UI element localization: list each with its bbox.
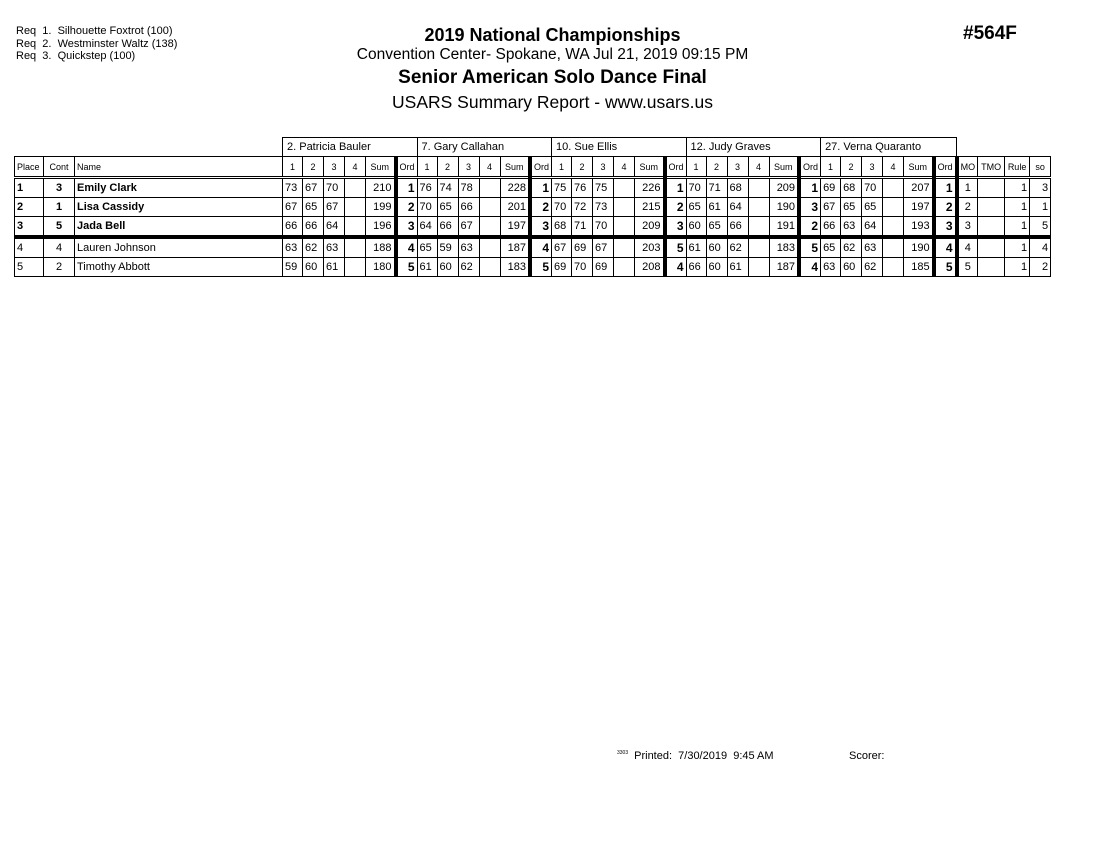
score-cell: 66: [437, 217, 458, 238]
score-cell: 66: [821, 217, 841, 238]
score-cell: 71: [706, 178, 727, 198]
score-cell: 69: [572, 237, 593, 258]
so-cell: 2: [1030, 258, 1051, 277]
score-cell: 69: [821, 178, 841, 198]
col-judge-ord: Ord: [530, 157, 552, 178]
col-judge-score: 2: [841, 157, 862, 178]
col-judge-ord: Ord: [934, 157, 957, 178]
table-row: [15, 198, 1051, 217]
sum-cell: 183: [500, 258, 530, 277]
requirements-list: [16, 25, 177, 63]
results-table: [14, 137, 1051, 277]
score-cell: 61: [706, 198, 727, 217]
col-judge-sum: Sum: [769, 157, 799, 178]
col-judge-score: 4: [345, 157, 366, 178]
score-cell: [479, 217, 500, 238]
rule-cell: 1: [1005, 237, 1030, 258]
ordinal-cell: 3: [665, 217, 687, 238]
col-judge-ord: Ord: [799, 157, 821, 178]
score-cell: 67: [283, 198, 303, 217]
col-judge-ord: Ord: [396, 157, 418, 178]
column-header-row: [15, 157, 1051, 178]
col-judge-score: 2: [303, 157, 324, 178]
score-cell: 70: [686, 178, 706, 198]
skater-name-cell: Lauren Johnson: [75, 237, 283, 258]
sum-cell: 203: [635, 237, 665, 258]
score-cell: 68: [841, 178, 862, 198]
so-cell: 4: [1030, 237, 1051, 258]
score-cell: 63: [862, 237, 883, 258]
so-cell: 3: [1030, 178, 1051, 198]
score-cell: 62: [862, 258, 883, 277]
score-cell: [345, 217, 366, 238]
score-cell: 67: [303, 178, 324, 198]
table-row: [15, 258, 1051, 277]
col-judge-sum: Sum: [366, 157, 396, 178]
score-cell: 60: [437, 258, 458, 277]
tmo-cell: [978, 237, 1005, 258]
skater-name-cell: Jada Bell: [75, 217, 283, 238]
place-cell: 2: [15, 198, 44, 217]
sum-cell: 185: [904, 258, 934, 277]
score-cell: [479, 237, 500, 258]
score-cell: 62: [841, 237, 862, 258]
table-row: [15, 237, 1051, 258]
score-cell: 66: [283, 217, 303, 238]
ordinal-cell: 2: [665, 198, 687, 217]
requirement-item: Req 2. Westminster Waltz (138): [16, 37, 178, 50]
sum-cell: 187: [769, 258, 799, 277]
ordinal-cell: 4: [665, 258, 687, 277]
col-mo: MO: [957, 157, 978, 178]
score-cell: 64: [417, 217, 437, 238]
ordinal-cell: 3: [799, 198, 821, 217]
score-cell: 68: [552, 217, 572, 238]
ordinal-cell: 4: [934, 237, 957, 258]
sum-cell: 191: [769, 217, 799, 238]
sum-cell: 180: [366, 258, 396, 277]
score-cell: 65: [417, 237, 437, 258]
score-cell: 64: [862, 217, 883, 238]
ordinal-cell: 5: [934, 258, 957, 277]
score-cell: 73: [283, 178, 303, 198]
score-cell: 66: [686, 258, 706, 277]
table-row: [15, 217, 1051, 238]
score-cell: 61: [686, 237, 706, 258]
score-cell: 66: [458, 198, 479, 217]
score-cell: 60: [706, 237, 727, 258]
score-cell: 71: [572, 217, 593, 238]
col-judge-score: 1: [283, 157, 303, 178]
score-cell: 63: [458, 237, 479, 258]
mo-cell: 1: [957, 178, 978, 198]
score-cell: [345, 237, 366, 258]
col-name: Name: [75, 157, 283, 178]
score-cell: 70: [324, 178, 345, 198]
ordinal-cell: 1: [396, 178, 418, 198]
sum-cell: 190: [904, 237, 934, 258]
judge-name: 10. Sue Ellis: [552, 138, 687, 157]
col-tmo: TMO: [978, 157, 1005, 178]
ordinal-cell: 4: [396, 237, 418, 258]
col-so: so: [1030, 157, 1051, 178]
score-cell: 67: [593, 237, 614, 258]
score-cell: [748, 237, 769, 258]
score-cell: 63: [283, 237, 303, 258]
score-cell: 63: [324, 237, 345, 258]
printed-info: [617, 750, 774, 762]
ordinal-cell: 2: [396, 198, 418, 217]
score-cell: 64: [324, 217, 345, 238]
score-cell: 67: [821, 198, 841, 217]
sum-cell: 215: [635, 198, 665, 217]
skater-name-cell: Emily Clark: [75, 178, 283, 198]
sum-cell: 197: [904, 198, 934, 217]
score-cell: [614, 258, 635, 277]
score-cell: [883, 217, 904, 238]
score-cell: 66: [727, 217, 748, 238]
score-cell: 75: [593, 178, 614, 198]
ordinal-cell: 1: [934, 178, 957, 198]
sum-cell: 210: [366, 178, 396, 198]
col-judge-score: 3: [458, 157, 479, 178]
sum-cell: 183: [769, 237, 799, 258]
col-judge-score: 1: [417, 157, 437, 178]
sum-cell: 209: [635, 217, 665, 238]
score-cell: 63: [841, 217, 862, 238]
contestant-number-cell: 2: [44, 258, 75, 277]
score-cell: 61: [417, 258, 437, 277]
score-cell: [479, 198, 500, 217]
sum-cell: 188: [366, 237, 396, 258]
contestant-number-cell: 3: [44, 178, 75, 198]
judge-name: 27. Verna Quaranto: [821, 138, 957, 157]
score-cell: [614, 217, 635, 238]
col-judge-score: 2: [437, 157, 458, 178]
score-cell: 62: [303, 237, 324, 258]
ordinal-cell: 3: [530, 217, 552, 238]
ordinal-cell: 5: [530, 258, 552, 277]
score-cell: 70: [552, 198, 572, 217]
score-cell: 70: [572, 258, 593, 277]
contestant-number-cell: 5: [44, 217, 75, 238]
rule-cell: 1: [1005, 258, 1030, 277]
score-cell: 62: [458, 258, 479, 277]
tmo-cell: [978, 217, 1005, 238]
col-judge-score: 4: [479, 157, 500, 178]
ordinal-cell: 3: [396, 217, 418, 238]
score-cell: 65: [686, 198, 706, 217]
col-judge-sum: Sum: [500, 157, 530, 178]
col-judge-score: 3: [727, 157, 748, 178]
score-cell: [345, 258, 366, 277]
ordinal-cell: 2: [799, 217, 821, 238]
ordinal-cell: 1: [530, 178, 552, 198]
col-judge-score: 2: [572, 157, 593, 178]
judge-name: 7. Gary Callahan: [417, 138, 552, 157]
score-cell: [614, 178, 635, 198]
score-cell: [883, 178, 904, 198]
event-number: #564F: [963, 23, 1017, 44]
score-cell: 59: [437, 237, 458, 258]
rule-cell: 1: [1005, 198, 1030, 217]
score-cell: 62: [727, 237, 748, 258]
ordinal-cell: 4: [530, 237, 552, 258]
score-cell: 74: [437, 178, 458, 198]
col-judge-score: 4: [748, 157, 769, 178]
score-cell: 67: [458, 217, 479, 238]
score-cell: 66: [303, 217, 324, 238]
rule-cell: 1: [1005, 217, 1030, 238]
score-cell: 70: [862, 178, 883, 198]
report-header: [300, 24, 805, 113]
score-cell: 72: [572, 198, 593, 217]
score-cell: 76: [417, 178, 437, 198]
place-cell: 4: [15, 237, 44, 258]
score-cell: 60: [841, 258, 862, 277]
sum-cell: 226: [635, 178, 665, 198]
score-cell: [748, 178, 769, 198]
col-judge-score: 4: [883, 157, 904, 178]
col-judge-sum: Sum: [635, 157, 665, 178]
score-cell: [614, 198, 635, 217]
score-cell: 65: [862, 198, 883, 217]
event-name: Senior American Solo Dance Final: [398, 67, 707, 88]
tmo-cell: [978, 258, 1005, 277]
requirement-item: Req 3. Quickstep (100): [16, 50, 136, 62]
score-cell: [748, 198, 769, 217]
score-cell: 73: [593, 198, 614, 217]
sum-cell: 228: [500, 178, 530, 198]
sum-cell: 207: [904, 178, 934, 198]
requirement-item: Req 1. Silhouette Foxtrot (100): [16, 25, 173, 37]
score-cell: 69: [593, 258, 614, 277]
contestant-number-cell: 1: [44, 198, 75, 217]
score-cell: 63: [821, 258, 841, 277]
col-judge-score: 1: [821, 157, 841, 178]
col-place: Place: [15, 157, 44, 178]
col-judge-score: 1: [686, 157, 706, 178]
score-cell: 76: [572, 178, 593, 198]
score-cell: [614, 237, 635, 258]
score-cell: [883, 258, 904, 277]
mo-cell: 4: [957, 237, 978, 258]
col-judge-score: 2: [706, 157, 727, 178]
sum-cell: 196: [366, 217, 396, 238]
score-cell: 67: [552, 237, 572, 258]
score-cell: [883, 198, 904, 217]
sum-cell: 209: [769, 178, 799, 198]
rule-cell: 1: [1005, 178, 1030, 198]
scorer-label: Scorer:: [849, 750, 885, 762]
sum-cell: 208: [635, 258, 665, 277]
score-cell: [748, 217, 769, 238]
so-cell: 1: [1030, 198, 1051, 217]
sum-cell: 197: [500, 217, 530, 238]
ordinal-cell: 5: [799, 237, 821, 258]
score-cell: 70: [593, 217, 614, 238]
ordinal-cell: 4: [799, 258, 821, 277]
so-cell: 5: [1030, 217, 1051, 238]
score-cell: [748, 258, 769, 277]
score-cell: 61: [727, 258, 748, 277]
sum-cell: 199: [366, 198, 396, 217]
place-cell: 1: [15, 178, 44, 198]
score-cell: [345, 198, 366, 217]
skater-name-cell: Timothy Abbott: [75, 258, 283, 277]
place-cell: 5: [15, 258, 44, 277]
mo-cell: 2: [957, 198, 978, 217]
score-cell: 60: [303, 258, 324, 277]
venue-date-line: Convention Center- Spokane, WA Jul 21, 2019 09:15 PM: [356, 46, 749, 63]
tmo-cell: [978, 198, 1005, 217]
col-judge-score: 3: [324, 157, 345, 178]
tmo-cell: [978, 178, 1005, 198]
ordinal-cell: 1: [665, 178, 687, 198]
score-cell: 64: [727, 198, 748, 217]
col-rule: Rule: [1005, 157, 1030, 178]
score-cell: 67: [324, 198, 345, 217]
col-judge-score: 4: [614, 157, 635, 178]
score-cell: [479, 178, 500, 198]
score-cell: [479, 258, 500, 277]
score-cell: 65: [821, 237, 841, 258]
col-judge-sum: Sum: [904, 157, 934, 178]
col-judge-score: 3: [593, 157, 614, 178]
ordinal-cell: 2: [530, 198, 552, 217]
score-cell: 69: [552, 258, 572, 277]
mo-cell: 5: [957, 258, 978, 277]
col-judge-score: 3: [862, 157, 883, 178]
score-cell: [345, 178, 366, 198]
score-cell: 59: [283, 258, 303, 277]
ordinal-cell: 5: [665, 237, 687, 258]
ordinal-cell: 1: [799, 178, 821, 198]
skater-name-cell: Lisa Cassidy: [75, 198, 283, 217]
sum-cell: 190: [769, 198, 799, 217]
score-cell: 61: [324, 258, 345, 277]
sum-cell: 201: [500, 198, 530, 217]
sum-cell: 193: [904, 217, 934, 238]
score-cell: 65: [841, 198, 862, 217]
col-cont: Cont: [44, 157, 75, 178]
mo-cell: 3: [957, 217, 978, 238]
printed-timestamp: Printed: 7/30/2019 9:45 AM: [634, 750, 774, 762]
sum-cell: 187: [500, 237, 530, 258]
score-cell: [883, 237, 904, 258]
score-cell: 78: [458, 178, 479, 198]
ordinal-cell: 5: [396, 258, 418, 277]
score-cell: 65: [706, 217, 727, 238]
ordinal-cell: 3: [934, 217, 957, 238]
report-code: 3303: [617, 750, 629, 756]
table-row: [15, 178, 1051, 198]
score-cell: 65: [303, 198, 324, 217]
ordinal-cell: 2: [934, 198, 957, 217]
score-cell: 60: [706, 258, 727, 277]
score-cell: 65: [437, 198, 458, 217]
report-subtitle: USARS Summary Report - www.usars.us: [392, 92, 713, 112]
competition-title: 2019 National Championships: [424, 25, 681, 45]
place-cell: 3: [15, 217, 44, 238]
judge-name: 12. Judy Graves: [686, 138, 821, 157]
contestant-number-cell: 4: [44, 237, 75, 258]
score-cell: 75: [552, 178, 572, 198]
judge-name: 2. Patricia Bauler: [283, 138, 418, 157]
judge-header-row: [15, 138, 1051, 157]
col-judge-ord: Ord: [665, 157, 687, 178]
score-cell: 70: [417, 198, 437, 217]
col-judge-score: 1: [552, 157, 572, 178]
score-cell: 60: [686, 217, 706, 238]
score-cell: 68: [727, 178, 748, 198]
